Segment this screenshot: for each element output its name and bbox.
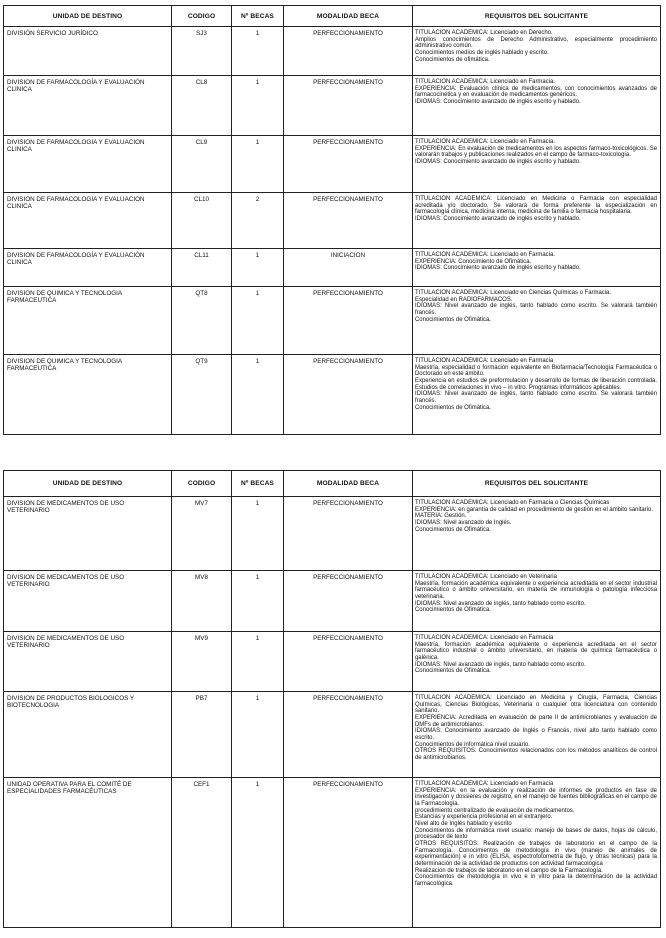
unidad-destino-cell: DIVISION DE MEDICAMENTOS DE USO VETERINARIO	[4, 571, 172, 632]
modalidad-cell: PERFECCIONAMIENTO	[284, 497, 413, 571]
requisitos-cell	[413, 136, 661, 193]
unidad-destino-cell: DIVISION DE QUIMICA Y TECNOLOGIA FARMACEUTICA	[4, 355, 172, 435]
requisito-line: Maestría, formación académica equivalente o experiencia acreditada en el sector industrial farmacéutico o ámbito universitario, en materia de inmunología o patología infecciosa veterinaria.	[415, 580, 657, 600]
requisito-line: Conocimientos de informática nivel usuario.	[415, 741, 530, 748]
requisito-line: TITULACION ACADEMICA: Licenciado en Farmacia o Ciencias Químicas	[415, 500, 610, 506]
requisitos-cell	[413, 193, 661, 249]
modalidad-cell: PERFECCIONAMIENTO	[284, 692, 413, 778]
num-becas-cell: 1	[232, 27, 284, 76]
table-row	[4, 355, 661, 435]
modalidad-cell: PERFECCIONAMIENTO	[284, 76, 413, 136]
unidad-destino-cell: DIVISION DE FARMACOLOGIA Y EVALUACION CLINICA	[4, 193, 172, 249]
requisito-line: TITULACION ACADEMICA: Licenciado en Derecho.	[415, 30, 553, 36]
requisito-line: TITULACION ACADEMICA: Licenciado en Farmacia.	[415, 139, 555, 145]
num-becas-cell: 1	[232, 778, 284, 928]
table-row	[4, 249, 661, 287]
requisitos-cell	[413, 355, 661, 435]
requisitos-cell	[413, 632, 661, 692]
requisitos-cell	[413, 27, 661, 76]
requisito-line: IDIOMAS: Nivel avanzado de Inglés.	[415, 519, 512, 526]
requisito-line: TITULACION ACADEMICA: Licenciado en Farmacia.	[415, 79, 555, 85]
requisito-line: TITULACION ACADEMICA: Licenciado en Farmacia	[415, 358, 554, 364]
requisitos-cell	[413, 692, 661, 778]
table-row	[4, 76, 661, 136]
header-becas: Nº BECAS	[232, 471, 284, 497]
modalidad-cell: PERFECCIONAMIENTO	[284, 778, 413, 928]
codigo-cell: MV7	[172, 497, 232, 571]
requisito-line: TITULACION ACADEMICA: Licenciado en Farmacia	[415, 781, 554, 787]
num-becas-cell: 1	[232, 692, 284, 778]
codigo-cell: CL10	[172, 193, 232, 249]
requisito-line: Conocimientos de Ofimática.	[415, 607, 491, 614]
modalidad-cell: PERFECCIONAMIENTO	[284, 287, 413, 355]
num-becas-cell: 1	[232, 632, 284, 692]
requisito-line: EXPERIENCIA: En evaluación de medicamentos en los aspectos farmaco-toxicológicos. Se valorarán trabajos y publicaciones realizados en el campo de farmaco-toxicología.	[415, 145, 657, 159]
requisito-line: IDIOMAS: Conocimiento avanzado de inglés escrito y hablado.	[415, 98, 581, 105]
requisito-line: TITULACION ACADEMICA: Licenciado en Ciencias Químicas o Farmacia.	[415, 290, 612, 296]
header-becas: Nº BECAS	[232, 6, 284, 27]
unidad-destino-cell: DIVISION DE PRODUCTOS BIOLOGICOS Y BIOTECNOLOGIA	[4, 692, 172, 778]
num-becas-cell: 1	[232, 497, 284, 571]
requisitos-cell	[413, 287, 661, 355]
header-requisitos: REQUISITOS DEL SOLICITANTE	[413, 471, 661, 497]
table-row	[4, 571, 661, 632]
requisito-line: Amplios conocimientos de Derecho Administrativo, especialmente procedimiento administrativo común.	[415, 36, 657, 50]
requisito-line: Conocimientos de Ofimática.	[415, 668, 491, 675]
requisito-line: MATERIA: Gestión.	[415, 513, 467, 520]
requisito-line: TITULACION ACADEMICA: Licenciado en Medicina y Cirugía, Farmacia, Ciencias Químicas, Ciencias Biológicas, Veterinaria o cualquier otra licenciatura con contenido sanitario.	[415, 695, 657, 715]
num-becas-cell: 1	[232, 287, 284, 355]
table-header-row	[4, 6, 661, 27]
codigo-cell: QT8	[172, 287, 232, 355]
requisito-line: Realización de trabajos de laboratorio en el campo de la Farmacología.	[415, 867, 603, 874]
modalidad-cell: PERFECCIONAMIENTO	[284, 355, 413, 435]
codigo-cell: MV8	[172, 571, 232, 632]
requisito-line: OTROS REQUISITOS: Conocimientos relacionados con los métodos analíticos de control de antimicrobianos.	[415, 748, 657, 761]
unidad-destino-cell: DIVISION DE FARMACOLOGIA Y EVALUACION CLINICA	[4, 136, 172, 193]
header-codigo: CODIGO	[172, 6, 232, 27]
codigo-cell: CL8	[172, 76, 232, 136]
requisito-line: EXPERIENCIA: Acreditada en evaluación de parte II de antimicrobianos y evaluación de DMFs de antimicrobianos.	[415, 714, 657, 728]
requisito-line: Especialidad en RADIOFARMACOS.	[415, 296, 513, 303]
unidad-destino-cell: DIVISION DE FARMACOLOGÍA Y EVALUACIÓN CLINICA	[4, 249, 172, 287]
requisito-line: Conocimientos de metodología in vivo e in vitro para la determinación de la actividad farmacológica.	[415, 874, 657, 887]
header-unidad: UNIDAD DE DESTINO	[4, 6, 172, 27]
requisito-line: EXPERIENCIA: en garantía de calidad en procedimiento de gestión en el ámbito sanitario.	[415, 506, 653, 513]
table-row	[4, 136, 661, 193]
table-row	[4, 632, 661, 692]
requisito-line: EXPERIENCIA: Evaluación clínica de medicamentos, con conocimientos avanzados de farmacocinética y en evaluación de medicamentos genéricos.	[415, 85, 657, 99]
requisito-line: Conocimientos de informática nivel usuario: manejo de bases de datos, hojas de cálculo, procesador de texto	[415, 827, 657, 841]
requisito-line: TITULACION ACADEMICA: Licenciado en Medicina o Farmacia con especialidad acreditada y/o doctorado. Se valorará de forma preferente la especialización en farmacología clínica, medicina interna, medicina de familia o farmacia hospitalaria.	[415, 196, 657, 216]
unidad-destino-cell: DIVISIÓN SERVICIO JURÍDICO	[4, 27, 172, 76]
num-becas-cell: 1	[232, 76, 284, 136]
requisito-line: Conocimientos de ofimática.	[415, 56, 490, 63]
codigo-cell: CL11	[172, 249, 232, 287]
requisito-line: Conocimientos de Ofimática.	[415, 316, 491, 323]
requisito-line: IDIOMAS: Nivel avanzado de inglés, tanto hablado como escrito.	[415, 661, 586, 668]
header-modalidad: MODALIDAD BECA	[284, 6, 413, 27]
header-modalidad: MODALIDAD BECA	[284, 471, 413, 497]
unidad-destino-cell: UNIDAD OPERATIVA PARA EL COMITÉ DE ESPECIALIDADES FARMACÉUTICAS	[4, 778, 172, 928]
modalidad-cell: PERFECCIONAMIENTO	[284, 27, 413, 76]
unidad-destino-cell: DIVISION DE MEDICAMENTOS DE USO VETERINARIO	[4, 632, 172, 692]
modalidad-cell: PERFECCIONAMIENTO	[284, 136, 413, 193]
requisito-line: IDIOMAS: Conocimiento avanzado de inglés escrito y hablado.	[415, 215, 581, 222]
codigo-cell: CL9	[172, 136, 232, 193]
requisito-line: TITULACION ACADEMICA: Licenciado en Veterinaria	[415, 574, 557, 580]
unidad-destino-cell: DIVISION DE MEDICAMENTOS DE USO VETERINARIO	[4, 497, 172, 571]
modalidad-cell: INICIACION	[284, 249, 413, 287]
table-header-row	[4, 471, 661, 497]
num-becas-cell: 2	[232, 193, 284, 249]
header-codigo: CODIGO	[172, 471, 232, 497]
unidad-destino-cell: DIVISION DE FARMACOLOGÍA Y EVALUACIÓN CLINICA	[4, 76, 172, 136]
num-becas-cell: 1	[232, 355, 284, 435]
codigo-cell: PB7	[172, 692, 232, 778]
requisito-line: Experiencia en estudios de preformulación y desarrollo de formas de liberación controlada. Estudios de correlaciones in vivo – in vitro. Programas informáticos aplicables.	[415, 377, 657, 391]
requisito-line: Conocimientos medios de inglés hablado y escrito.	[415, 49, 549, 56]
requisitos-cell	[413, 249, 661, 287]
modalidad-cell: PERFECCIONAMIENTO	[284, 571, 413, 632]
requisito-line: Conocimientos de Ofimática.	[415, 526, 491, 533]
num-becas-cell: 1	[232, 136, 284, 193]
codigo-cell: SJ3	[172, 27, 232, 76]
table-row	[4, 497, 661, 571]
requisito-line: IDIOMAS: Conocimiento avanzado de inglés escrito y hablado.	[415, 265, 581, 272]
requisitos-cell	[413, 571, 661, 632]
requisito-line: Nivel alto de Inglés hablado y escrito	[415, 820, 512, 827]
table-row	[4, 193, 661, 249]
becas-table-1	[3, 5, 661, 435]
codigo-cell: CEF1	[172, 778, 232, 928]
requisitos-cell	[413, 76, 661, 136]
requisitos-cell	[413, 497, 661, 571]
table-row	[4, 27, 661, 76]
requisito-line: Maestría, formación académica equivalente o experiencia acreditada en el sector farmacéutico industrial o ámbito universitario, en materia de química farmacéutica o galénica.	[415, 641, 657, 661]
requisito-line: IDIOMAS: Nivel avanzado de inglés, tanto hablado como escrito.	[415, 600, 586, 607]
requisito-line: IDIOMAS: Conocimiento avanzado de Inglés o Francés, nivel alto tanto hablado como escrito.	[415, 728, 657, 741]
requisito-line: Conocimientos de Ofimática.	[415, 404, 491, 411]
modalidad-cell: PERFECCIONAMIENTO	[284, 193, 413, 249]
num-becas-cell: 1	[232, 249, 284, 287]
requisito-line: procedimiento centralizado de evaluación de medicamentos.	[415, 807, 575, 814]
requisito-line: Maestría, especialidad o formación equivalente en Biofarmacia/Tecnología Farmacéutica o Doctorado en este ámbito.	[415, 364, 657, 378]
requisito-line: EXPERIENCIA: en la evaluación y realización de informes de productos en fase de investigación y dossieres de registro, en el manejo de fuentes bibliográficas en el campo de la Farmacología.	[415, 787, 657, 807]
num-becas-cell: 1	[232, 571, 284, 632]
header-unidad: UNIDAD DE DESTINO	[4, 471, 172, 497]
requisito-line: IDIOMAS: Nivel avanzado de inglés, tanto hablado como escrito. Se valorará también francés.	[415, 303, 657, 316]
codigo-cell: QT9	[172, 355, 232, 435]
requisito-line: IDIOMAS: Conocimiento avanzado de inglés escrito y hablado.	[415, 158, 581, 165]
header-requisitos: REQUISITOS DEL SOLICITANTE	[413, 6, 661, 27]
requisito-line: Estancias y experiencia profesional en el extranjero.	[415, 814, 553, 821]
unidad-destino-cell: DIVISION DE QUIMICA Y TECNOLOGIA FARMACEUTICA	[4, 287, 172, 355]
codigo-cell: MV9	[172, 632, 232, 692]
table-row	[4, 692, 661, 778]
requisito-line: TITULACION ACADEMICA: Licenciado en Farmacia	[415, 635, 554, 641]
requisito-line: EXPERIENCIA: Conocimiento de Ofimática.	[415, 258, 532, 265]
requisitos-cell	[413, 778, 661, 928]
modalidad-cell: PERFECCIONAMIENTO	[284, 632, 413, 692]
becas-table-2	[3, 470, 661, 928]
requisito-line: IDIOMAS: Nivel avanzado de inglés, tanto hablado como escrito. Se valorará también francés.	[415, 391, 657, 404]
table-row	[4, 287, 661, 355]
requisito-line: TITULACION ACADEMICA: Licenciado en Farmacia.	[415, 252, 555, 258]
requisito-line: OTROS REQUISITOS: Realización de trabajos de laboratorio en el campo de la Farmacología. Conocimientos de metodología in vivo (manejo de animales de experimentación) e in vitro (ELISA, espectrofotometría de flujo, y otras técnicas) para la determinación de la actividad de productos con actividad farmacológica	[415, 840, 657, 867]
table-row	[4, 778, 661, 928]
